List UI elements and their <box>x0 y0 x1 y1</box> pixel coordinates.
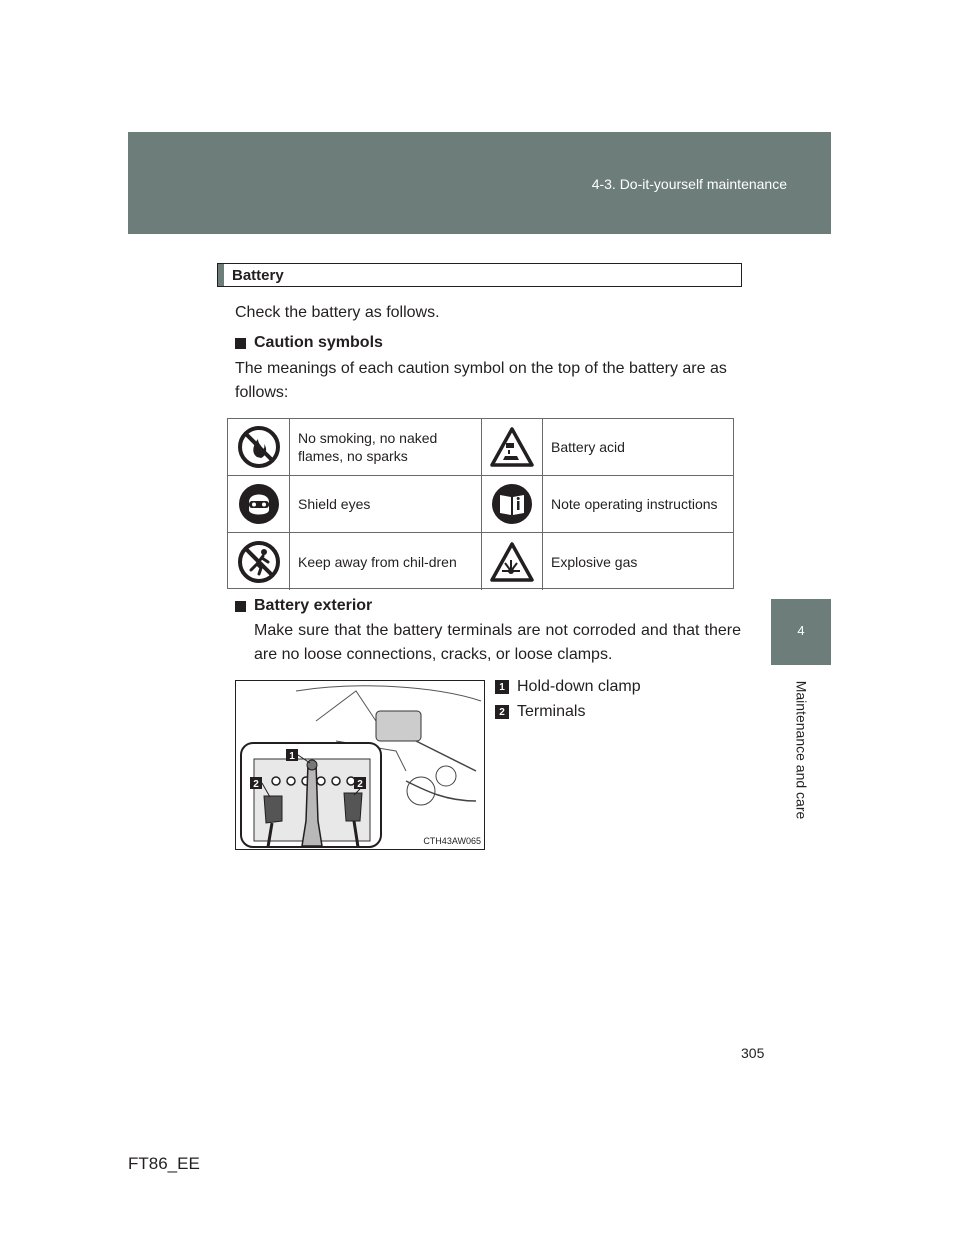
svg-text:2: 2 <box>253 779 259 790</box>
symbol-label: Keep away from chil-dren <box>298 553 457 570</box>
section-title-bar <box>217 263 742 287</box>
icon-cell <box>228 419 290 475</box>
title-marker <box>218 264 224 286</box>
caution-heading <box>235 334 383 352</box>
exterior-heading-text: Battery exterior <box>254 597 373 614</box>
battery-acid-icon <box>489 426 535 468</box>
symbol-label: Note operating instructions <box>551 496 718 512</box>
bullet-square-icon <box>235 338 246 349</box>
section-label: 4-3. Do-it-yourself maintenance <box>591 176 787 192</box>
callout-number: 1 <box>495 680 509 694</box>
keep-away-children-icon <box>237 540 281 584</box>
callout-label: Terminals <box>517 703 586 720</box>
callout-label: Hold-down clamp <box>517 678 641 695</box>
intro-text: Check the battery as follows. <box>235 304 440 321</box>
svg-text:1: 1 <box>289 751 295 762</box>
exterior-heading <box>235 597 372 615</box>
shield-eyes-icon <box>237 482 281 526</box>
operating-instructions-icon <box>490 482 534 526</box>
icon-cell <box>228 476 290 532</box>
bullet-square-icon <box>235 601 246 612</box>
chapter-number: 4 <box>797 623 805 638</box>
symbol-label: Shield eyes <box>298 496 371 512</box>
document-code: FT86_EE <box>128 1154 200 1173</box>
symbol-row <box>228 476 733 533</box>
icon-cell <box>481 419 543 475</box>
legend-item <box>495 703 585 721</box>
header-band <box>128 132 831 234</box>
symbol-label: Battery acid <box>551 439 625 455</box>
caution-text: The meanings of each caution symbol on the top of the battery are as follows: <box>235 360 727 401</box>
battery-illustration <box>235 680 485 850</box>
symbol-label: No smoking, no naked flames, no sparks <box>298 430 438 464</box>
caution-heading-text: Caution symbols <box>254 334 383 351</box>
icon-cell <box>481 533 543 590</box>
symbol-label: Explosive gas <box>551 553 638 570</box>
chapter-tab <box>771 599 831 665</box>
page-number: 305 <box>741 1045 765 1061</box>
callout-number: 2 <box>495 705 509 719</box>
chapter-label: Maintenance and care <box>793 680 810 820</box>
icon-cell <box>228 533 290 590</box>
svg-text:2: 2 <box>357 779 363 790</box>
no-flame-icon <box>237 425 281 469</box>
figure-code: CTH43AW065 <box>423 836 481 846</box>
symbol-row <box>228 533 733 590</box>
caution-symbols-table <box>227 418 734 589</box>
chapter-label-container <box>771 675 831 825</box>
symbol-row <box>228 419 733 476</box>
legend-item <box>495 678 641 696</box>
section-title: Battery <box>232 266 284 284</box>
battery-drawing <box>236 681 485 850</box>
exterior-text: Make sure that the battery terminals are not corroded and that there are no loose connections, cracks, or loose clamps. <box>254 622 741 663</box>
explosive-gas-icon <box>489 541 535 583</box>
icon-cell <box>481 476 543 532</box>
